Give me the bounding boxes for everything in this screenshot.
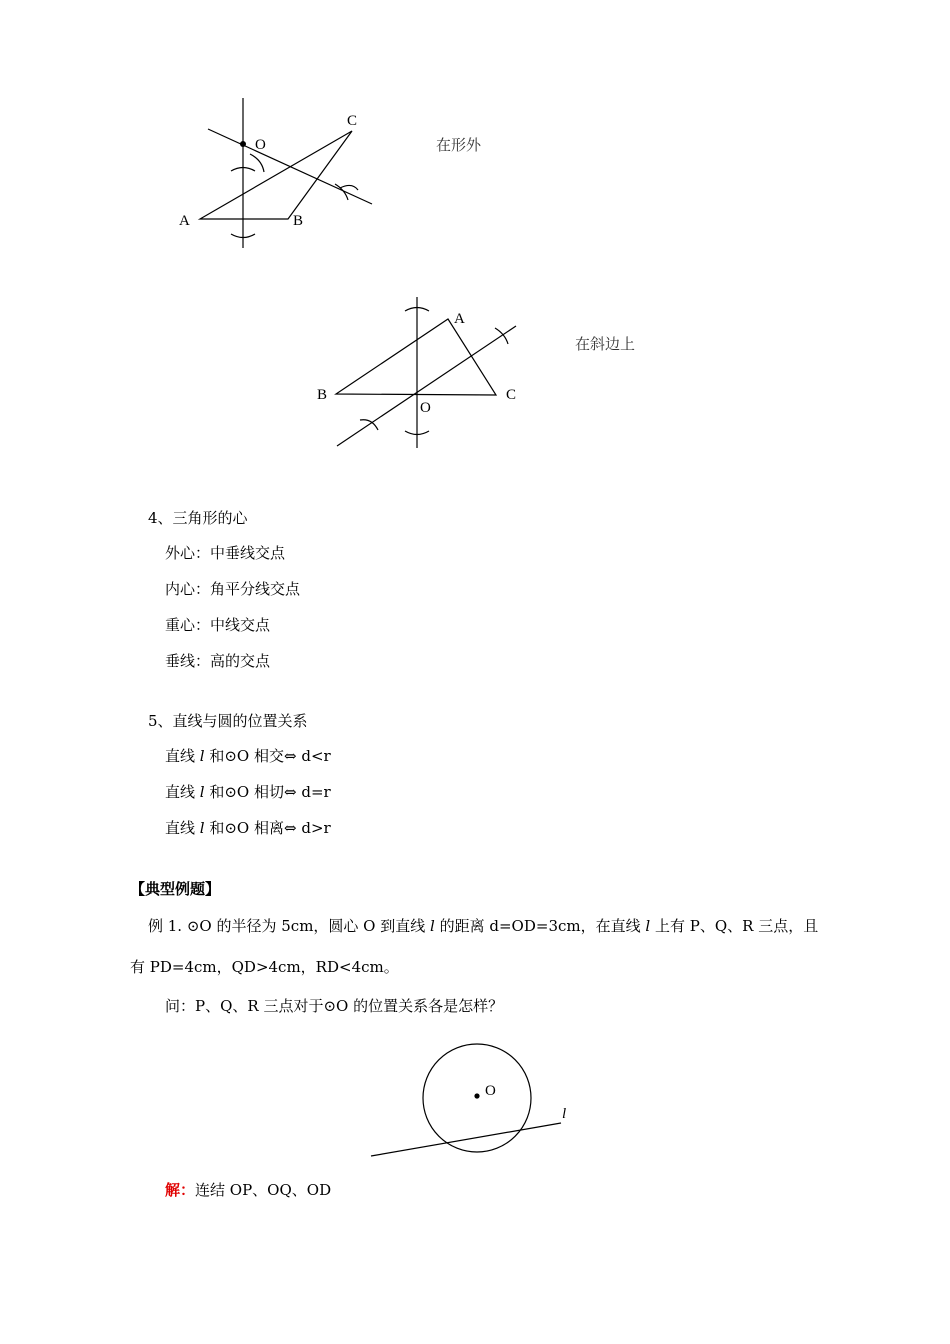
label-a-1: A [179, 213, 190, 229]
figure-2-note: 在斜边上 [575, 335, 636, 353]
label-a-2: A [454, 311, 465, 327]
label-o-3: O [485, 1083, 496, 1099]
section-4-item: 内心：角平分线交点 [165, 580, 301, 598]
example-1-question: 问：P、Q、R 三点对于⊙O 的位置关系各是怎样？ [165, 997, 504, 1015]
solution-label: 解： [165, 1181, 196, 1199]
solution-line [165, 1179, 331, 1200]
examples-heading: 【典型例题】 [130, 880, 221, 898]
figure-1-note: 在形外 [436, 136, 482, 154]
label-c-1: C [347, 113, 358, 129]
label-b-1: B [293, 213, 304, 229]
label-c-2: C [506, 387, 517, 403]
section-5-row: 直线 l 和⊙O 相切⇔ d=r [165, 783, 331, 801]
section-4-item: 重心：中线交点 [165, 616, 271, 634]
example-1-line-2: 有 PD=4cm，QD>4cm，RD<4cm。 [130, 958, 399, 976]
solution-text: 连结 OP、OQ、OD [195, 1181, 332, 1199]
section-4-item: 垂线：高的交点 [165, 652, 271, 670]
label-o-1: O [255, 137, 266, 153]
section-5-title: 5、直线与圆的位置关系 [148, 712, 308, 730]
label-o-2: O [420, 400, 431, 416]
section-5-row: 直线 l 和⊙O 相离⇔ d>r [165, 819, 331, 837]
label-l: l [562, 1106, 567, 1122]
example-1-line-1: 例 1. ⊙O 的半径为 5cm，圆心 O 到直线 l 的距离 d=OD=3cm，在直线 l 上有 P、Q、R 三点，且 [148, 917, 819, 935]
section-4-item: 外心：中垂线交点 [165, 544, 286, 562]
label-b-2: B [317, 387, 328, 403]
center-o-dot [474, 1093, 479, 1098]
section-5-row: 直线 l 和⊙O 相交⇔ d<r [165, 747, 331, 765]
section-4-title: 4、三角形的心 [148, 509, 248, 527]
